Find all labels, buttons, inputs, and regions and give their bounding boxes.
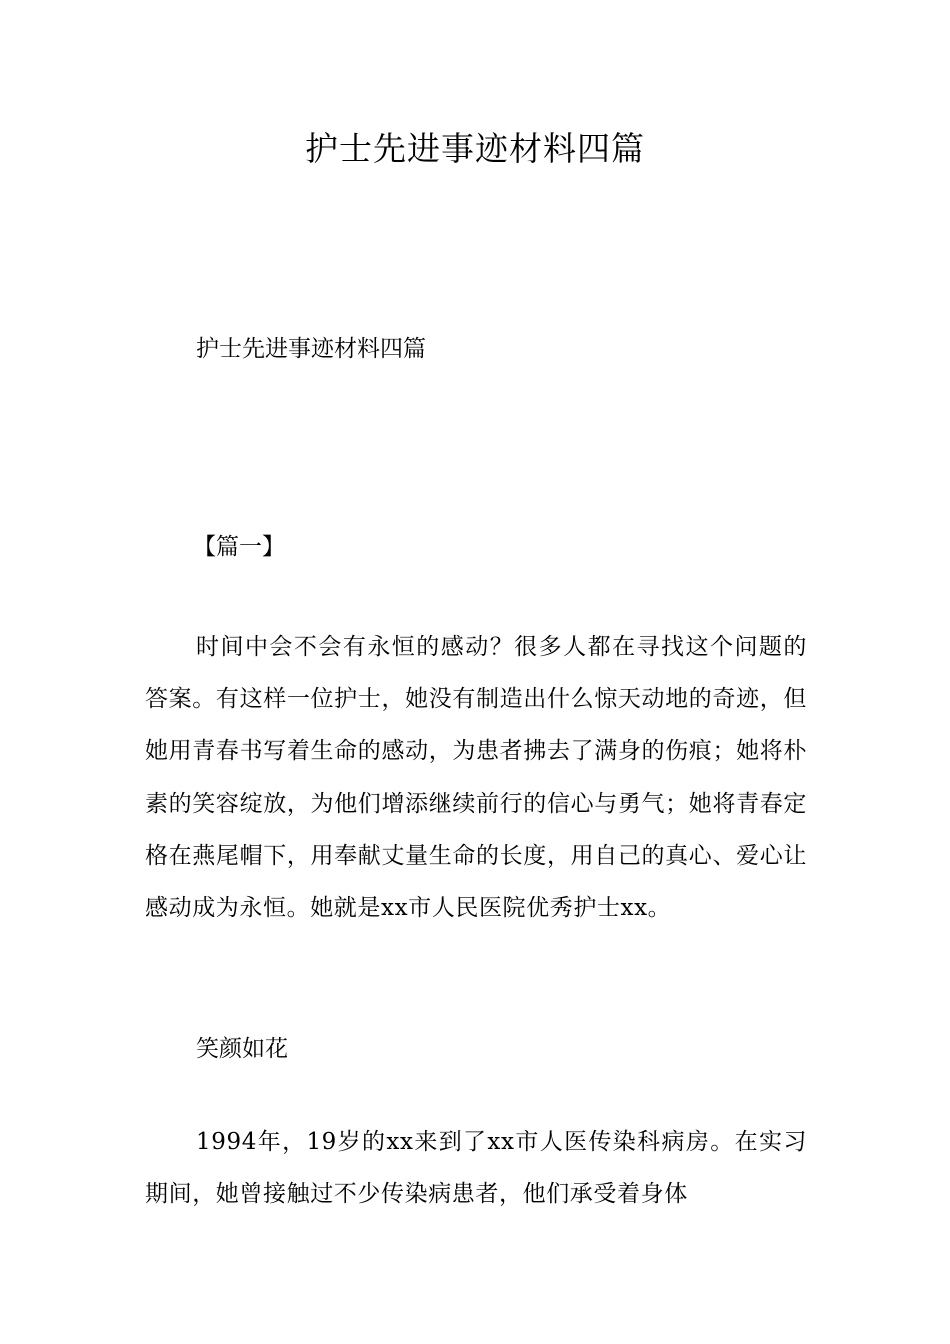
document-title: 护士先进事迹材料四篇 [305,129,645,168]
section-marker: 【篇一】 [193,534,285,560]
body-paragraph-2: 1994年，19岁的xx来到了xx市人医传染科病房。在实习期间，她曾接触过不少传染病患者，他们承受着身体 [145,1129,807,1208]
document-subtitle: 护士先进事迹材料四篇 [196,336,426,362]
section-subheading: 笑颜如花 [196,1036,288,1062]
body-paragraph-1: 时间中会不会有永恒的感动？很多人都在寻找这个问题的答案。有这样一位护士，她没有制造出什么惊天动地的奇迹，但她用青春书写着生命的感动，为患者拂去了满身的伤痕；她将朴素的笑容绽放，为他们增添继续前行的信心与勇气；她将青春定格在燕尾帽下，用奉献丈量生命的长度，用自己的真心、爱心让感动成为永恒。她就是xx市人民医院优秀护士xx。 [145,634,807,922]
